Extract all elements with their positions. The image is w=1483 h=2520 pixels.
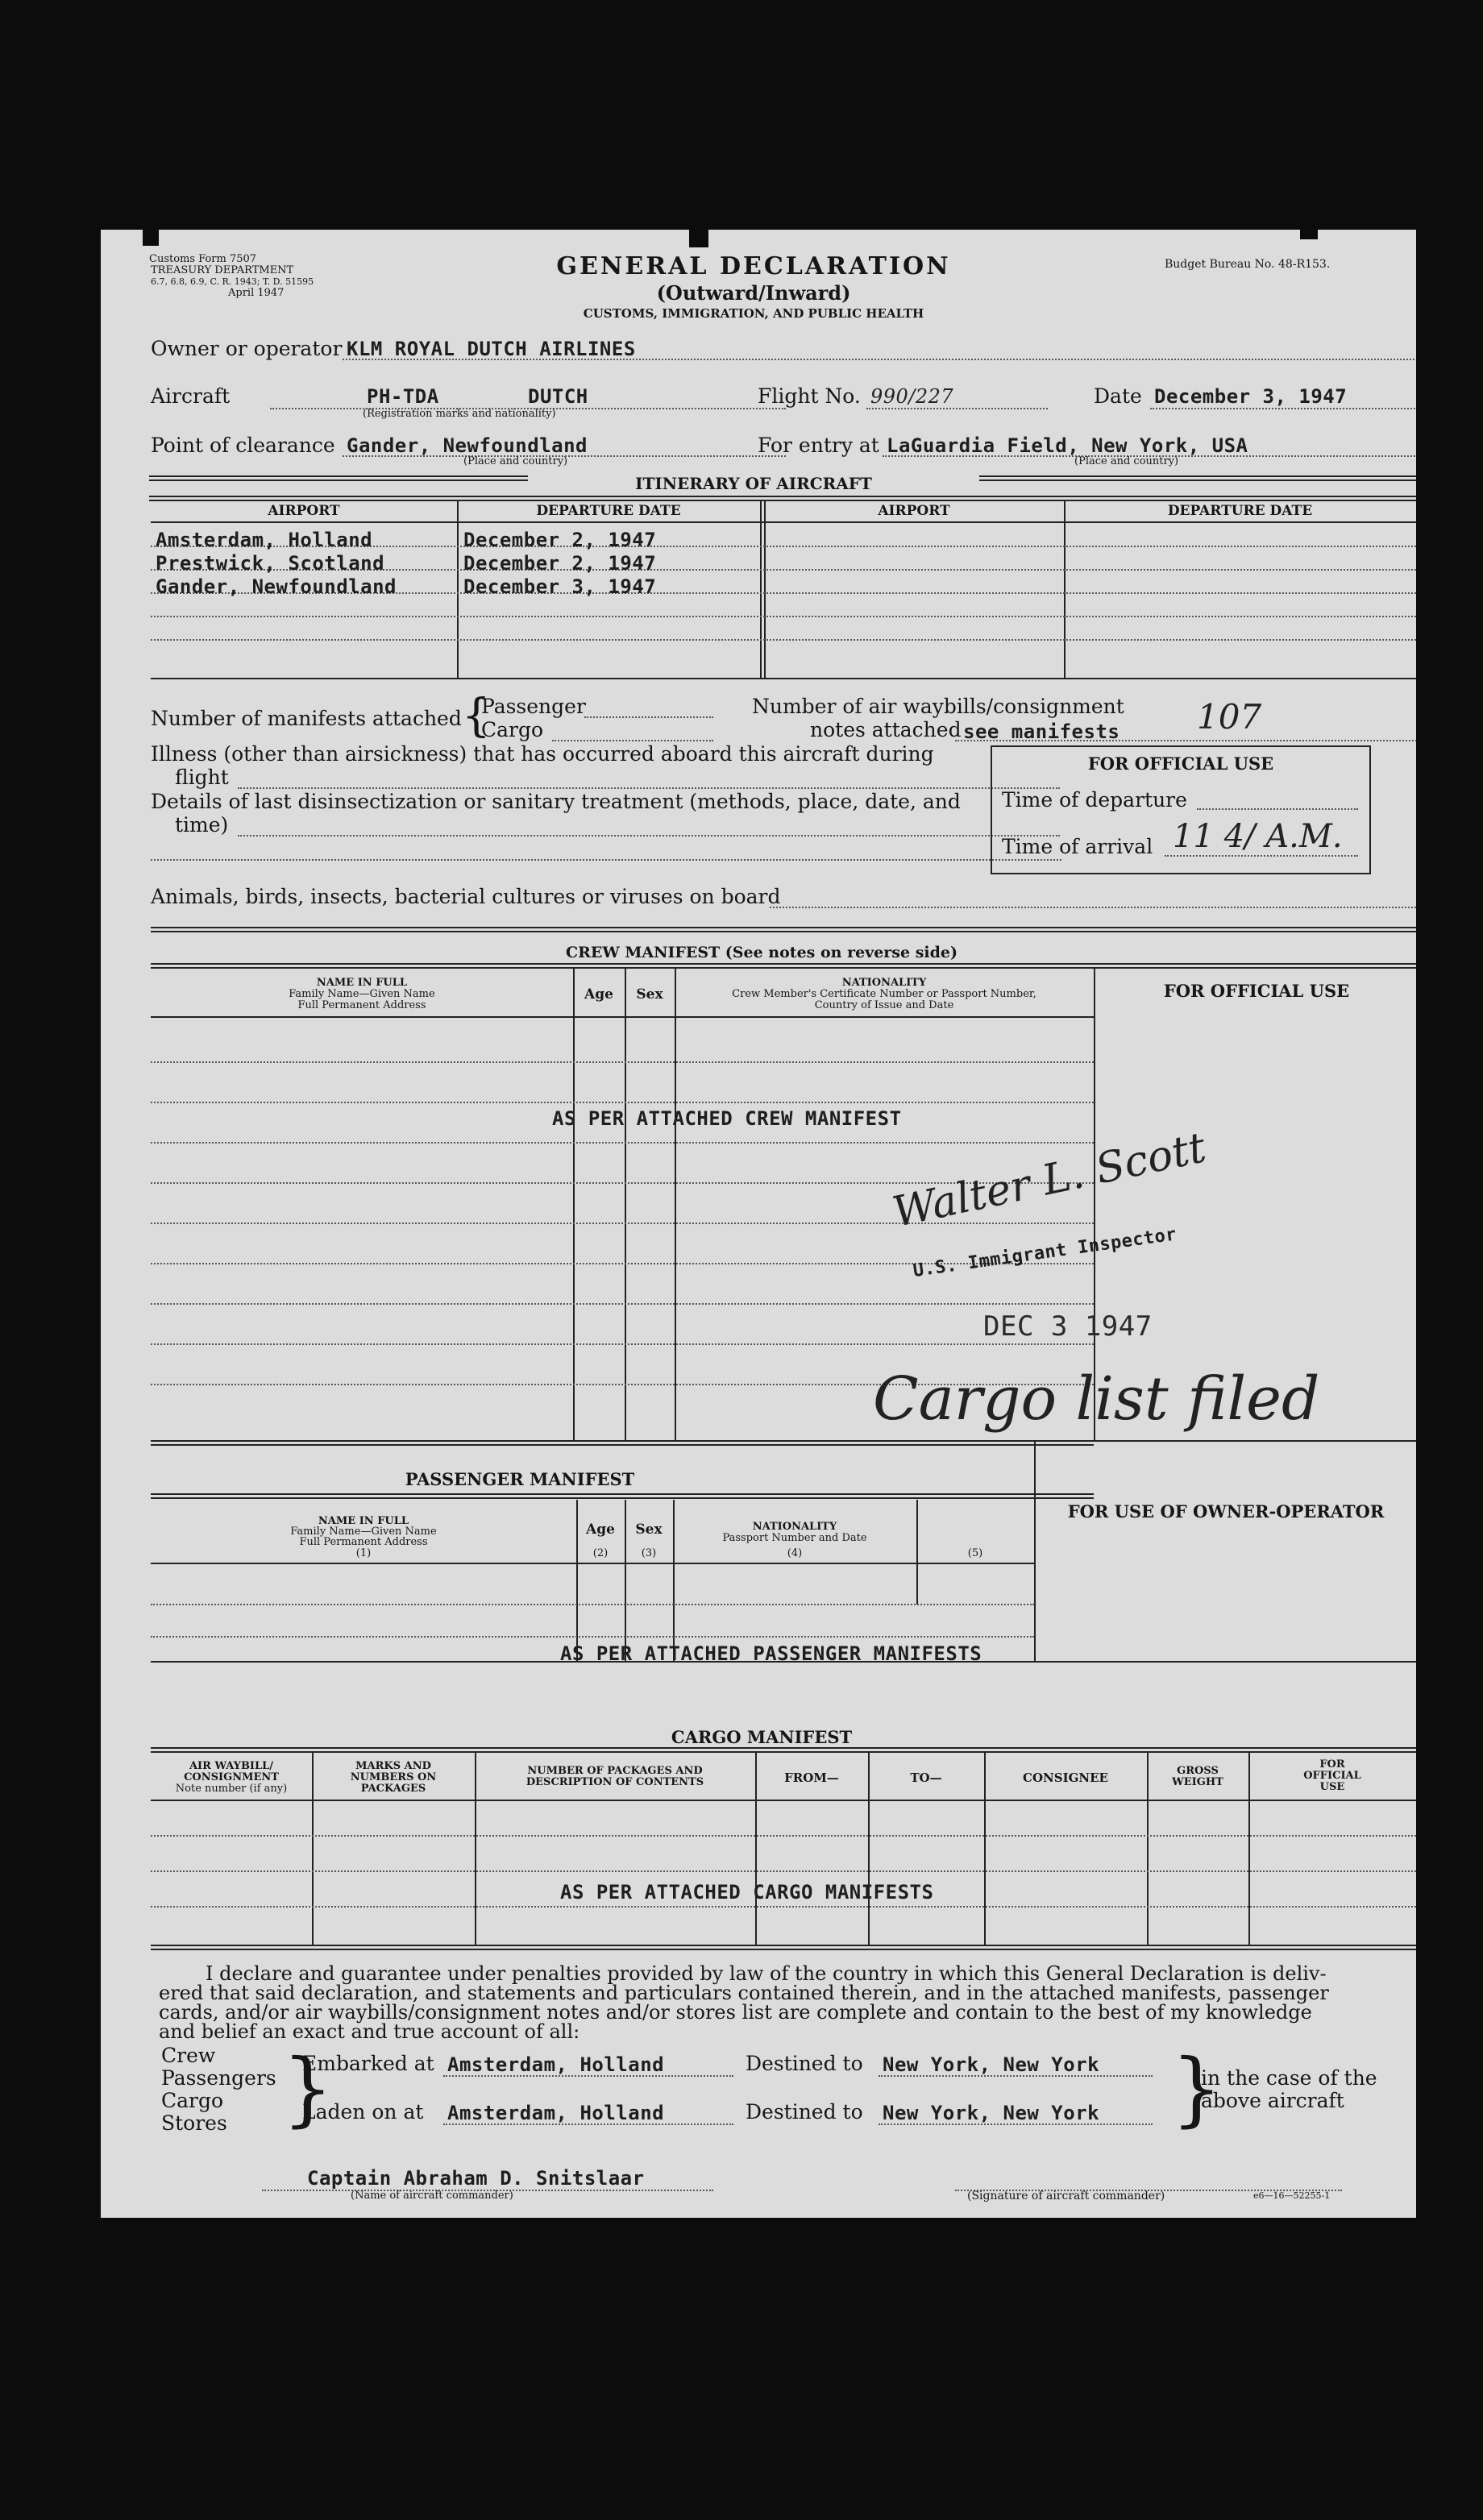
crew-col-nationality-2: Crew Member's Certificate Number or Passport Number, — [732, 988, 1036, 1000]
form-subtitle: (Outward/Inward) — [656, 281, 851, 305]
destined-label-2: Destined to — [746, 2100, 863, 2124]
brace-right: } — [1171, 2041, 1223, 2136]
crew-col-name-2: Family Name—Given Name — [289, 988, 435, 1000]
case-note-2: above aircraft — [1201, 2089, 1344, 2112]
clearance-label: Point of clearance — [151, 434, 335, 457]
crew-typed-note: AS PER ATTACHED CREW MANIFEST — [552, 1107, 902, 1130]
aircraft-nationality: DUTCH — [528, 385, 588, 408]
cargo-col-official-3: USE — [1319, 1781, 1345, 1793]
flight-label: Flight No. — [758, 384, 861, 408]
manifest-passenger: Passenger — [481, 695, 586, 718]
passenger-typed-note: AS PER ATTACHED PASSENGER MANIFESTS — [560, 1642, 982, 1665]
commander-name: Captain Abraham D. Snitslaar — [307, 2167, 645, 2190]
cargo-col-packages-2: DESCRIPTION OF CONTENTS — [525, 1776, 704, 1788]
passenger-col-sex: Sex — [635, 1522, 663, 1538]
itinerary-col-airport: AIRPORT — [268, 503, 340, 519]
cargo-col-marks-2: NUMBERS ON — [350, 1771, 437, 1783]
general-declaration-form — [101, 230, 1416, 2218]
declaration-line-3: cards, and/or air waybills/consignment notes and/or stores list are complete and contain to the best of my knowledge — [159, 2001, 1312, 2024]
label-crew: Crew — [161, 2044, 216, 2067]
hand-count: 107 — [1197, 697, 1262, 737]
animals-label: Animals, birds, insects, bacterial cultures or viruses on board — [151, 885, 781, 908]
itinerary-row-3-airport: Gander, Newfoundland — [156, 575, 397, 598]
owner-label: Owner or operator — [151, 337, 343, 360]
cargo-typed-note: AS PER ATTACHED CARGO MANIFESTS — [560, 1881, 934, 1903]
crew-col-name: NAME IN FULL — [316, 977, 408, 989]
form-title: GENERAL DECLARATION — [556, 252, 951, 280]
entry-label: For entry at — [758, 434, 879, 457]
aircraft-label: Aircraft — [151, 384, 231, 408]
cargo-col-gross: GROSS — [1177, 1765, 1219, 1777]
date-value: December 3, 1947 — [1154, 385, 1348, 408]
itinerary-row-2-airport: Prestwick, Scotland — [156, 552, 385, 575]
passenger-col-name-num: (1) — [355, 1547, 372, 1559]
aircraft-registration: PH-TDA — [367, 385, 439, 408]
clearance-value: Gander, Newfoundland — [347, 434, 588, 457]
passenger-col-nationality: NATIONALITY — [752, 1521, 837, 1533]
cargo-col-marks-3: PACKAGES — [360, 1783, 426, 1795]
label-stores: Stores — [161, 2111, 227, 2135]
cargo-col-consignee: CONSIGNEE — [1023, 1771, 1108, 1785]
official-use-title: FOR OFFICIAL USE — [1087, 754, 1274, 774]
illness-label-2: flight — [175, 766, 229, 789]
crew-col-nationality: NATIONALITY — [841, 977, 927, 989]
itinerary-row-1-airport: Amsterdam, Holland — [156, 529, 373, 551]
destined-value-2: New York, New York — [883, 2102, 1100, 2124]
passenger-col-sex-num: (3) — [641, 1547, 657, 1559]
aircraft-note: (Registration marks and nationality) — [363, 408, 556, 420]
brace: { — [462, 690, 491, 742]
manifest-cargo: Cargo — [481, 718, 544, 741]
crew-col-age: Age — [584, 986, 613, 1003]
passenger-col-name-2: Family Name—Given Name — [290, 1526, 437, 1538]
passenger-col-nationality-num: (4) — [787, 1547, 803, 1559]
illness-label: Illness (other than airsickness) that has occurred aboard this aircraft during — [151, 742, 934, 766]
cargo-col-marks: MARKS AND — [355, 1760, 431, 1772]
cargo-col-packages: NUMBER OF PACKAGES AND — [527, 1765, 703, 1777]
passenger-col-age-num: (2) — [592, 1547, 609, 1559]
destined-label-1: Destined to — [746, 2052, 863, 2075]
passenger-col-age: Age — [586, 1522, 615, 1538]
cargo-list-note: Cargo list filed — [873, 1364, 1320, 1434]
crew-col-name-3: Full Permanent Address — [297, 999, 426, 1011]
form-number: Customs Form 7507 — [149, 253, 257, 265]
owner-operator-use: FOR USE OF OWNER-OPERATOR — [1067, 1501, 1385, 1522]
passenger-col-nationality-2: Passport Number and Date — [722, 1532, 867, 1544]
owner-value: KLM ROYAL DUTCH AIRLINES — [347, 338, 636, 360]
signature-note: (Signature of aircraft commander) — [967, 2190, 1165, 2202]
laden-label: Laden on at — [302, 2100, 424, 2124]
cargo-col-waybill-2: CONSIGNMENT — [184, 1771, 279, 1783]
entry-value: LaGuardia Field, New York, USA — [887, 434, 1248, 457]
case-note: in the case of the — [1201, 2066, 1377, 2090]
cargo-col-official-2: OFFICIAL — [1303, 1770, 1361, 1782]
declaration-line-4: and belief an exact and true account of all: — [159, 2020, 580, 2043]
waybills-label-2: notes attached — [810, 718, 962, 741]
entry-note: (Place and country) — [1074, 455, 1179, 467]
passenger-col-name: NAME IN FULL — [318, 1515, 409, 1527]
date-stamp: DEC 3 1947 — [983, 1310, 1153, 1343]
cargo-col-waybill: AIR WAYBILL/ — [189, 1760, 274, 1772]
label-passengers: Passengers — [161, 2066, 276, 2090]
waybills-value: see manifests — [963, 720, 1120, 743]
manifests-label: Number of manifests attached — [151, 707, 462, 730]
itinerary-title: ITINERARY OF AIRCRAFT — [528, 474, 979, 493]
itinerary-row-1-date: December 2, 1947 — [463, 529, 657, 551]
disinsect-label: Details of last disinsectization or sanitary treatment (methods, place, date, and — [151, 790, 961, 813]
flight-value: 990/227 — [870, 385, 954, 408]
passenger-title: PASSENGER MANIFEST — [405, 1469, 635, 1489]
declaration-line-1: I declare and guarantee under penalties provided by law of the country in which this General Declaration is deliv- — [206, 1962, 1327, 1985]
crew-official-use: FOR OFFICIAL USE — [1163, 981, 1350, 1001]
itinerary-col-airport-2: AIRPORT — [878, 503, 950, 519]
disinsect-label-2: time) — [175, 813, 229, 837]
laden-value: Amsterdam, Holland — [447, 2102, 665, 2124]
punch-hole — [143, 230, 159, 246]
print-code: e6—16—52255-1 — [1253, 2190, 1331, 2201]
regulation-refs: 6.7, 6.8, 6.9, C. R. 1943; T. D. 51595 — [151, 276, 314, 287]
cargo-col-from: FROM— — [784, 1771, 839, 1785]
itinerary-col-departure-2: DEPARTURE DATE — [1167, 503, 1313, 519]
itinerary-row-2-date: December 2, 1947 — [463, 552, 657, 575]
declaration-line-2: ered that said declaration, and statements and particulars contained therein, and in the attached manifests, passenger — [159, 1982, 1329, 2004]
destined-value-1: New York, New York — [883, 2053, 1100, 2076]
cargo-col-gross-2: WEIGHT — [1172, 1776, 1223, 1788]
embarked-label: Embarked at — [302, 2052, 434, 2075]
date-label: Date — [1094, 384, 1142, 408]
cargo-col-to: TO— — [910, 1771, 942, 1785]
form-date: April 1947 — [228, 287, 285, 299]
department: TREASURY DEPARTMENT — [151, 264, 294, 276]
itinerary-row-3-date: December 3, 1947 — [463, 575, 657, 598]
brace-left: } — [282, 2041, 334, 2136]
crew-col-nationality-3: Country of Issue and Date — [814, 999, 954, 1011]
clearance-note: (Place and country) — [463, 455, 568, 467]
embarked-value: Amsterdam, Holland — [447, 2053, 665, 2076]
itinerary-col-departure: DEPARTURE DATE — [536, 503, 681, 519]
inspector-signature: Walter L. Scott — [888, 1123, 1211, 1237]
cargo-col-waybill-3: Note number (if any) — [175, 1783, 288, 1795]
time-of-departure-label: Time of departure — [1002, 788, 1187, 812]
form-subtitle-2: CUSTOMS, IMMIGRATION, AND PUBLIC HEALTH — [583, 306, 924, 321]
crew-col-sex: Sex — [636, 986, 663, 1003]
cargo-title: CARGO MANIFEST — [671, 1727, 853, 1747]
crew-title: CREW MANIFEST (See notes on reverse side) — [565, 944, 958, 961]
label-cargo: Cargo — [161, 2089, 224, 2112]
punch-hole — [689, 230, 708, 247]
time-of-arrival-value: 11 4/ A.M. — [1173, 818, 1343, 855]
waybills-label: Number of air waybills/consignment — [752, 695, 1124, 718]
commander-note: (Name of aircraft commander) — [351, 2190, 513, 2202]
punch-hole — [1300, 230, 1318, 239]
passenger-col-name-3: Full Permanent Address — [299, 1536, 428, 1548]
passenger-col-5: (5) — [967, 1547, 983, 1559]
time-of-arrival-label: Time of arrival — [1002, 835, 1153, 858]
inspector-title: U.S. Immigrant Inspector — [912, 1224, 1178, 1282]
budget-bureau: Budget Bureau No. 48-R153. — [1165, 258, 1331, 271]
cargo-col-official: FOR — [1319, 1758, 1345, 1771]
